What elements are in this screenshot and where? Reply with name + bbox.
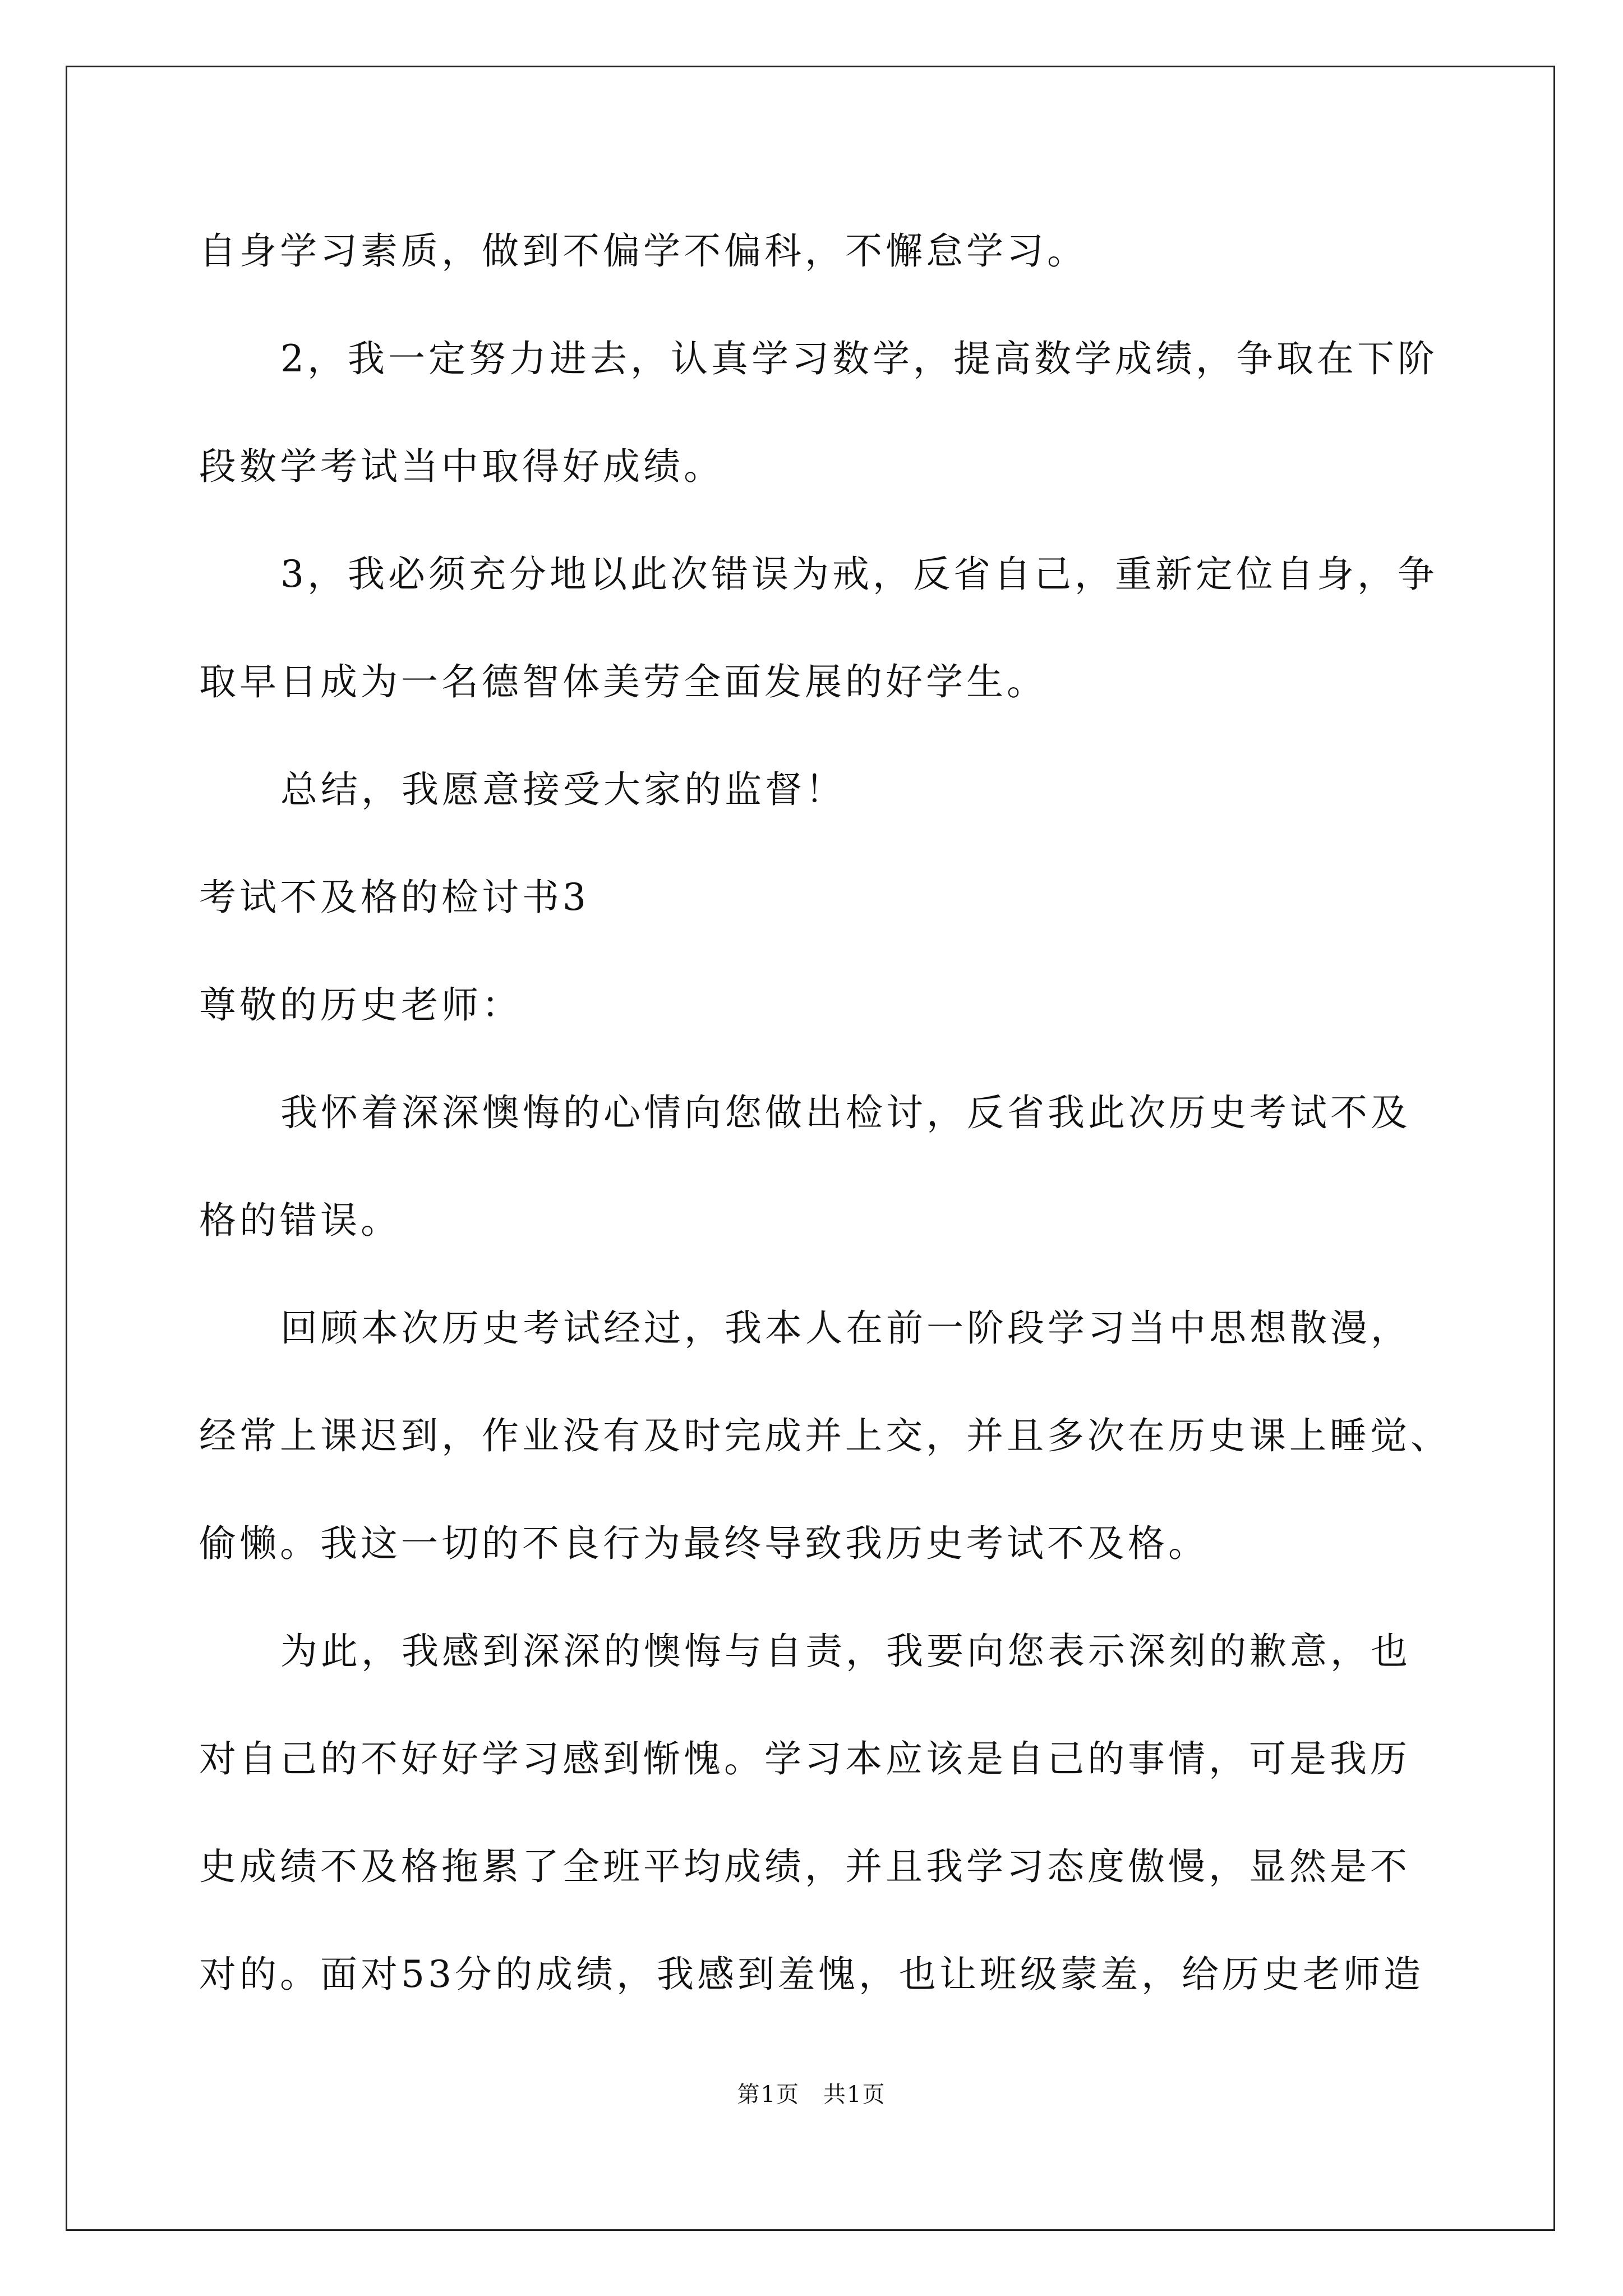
page-footer: 第1页 共1页 <box>737 2082 886 2108</box>
text-line: 对的。面对53分的成绩，我感到羞愧，也让班级蒙羞，给历史老师造 <box>199 1953 1424 1996</box>
text-line: 偷懒。我这一切的不良行为最终导致我历史考试不及格。 <box>199 1522 1209 1565</box>
text-line: 取早日成为一名德智体美劳全面发展的好学生。 <box>199 660 1047 703</box>
text-line: 我怀着深深懊悔的心情向您做出检讨，反省我此次历史考试不及 <box>280 1091 1411 1134</box>
page-border <box>66 66 1555 2231</box>
text-line: 对自己的不好好学习感到惭愧。学习本应该是自己的事情，可是我历 <box>199 1737 1410 1780</box>
text-line: 回顾本次历史考试经过，我本人在前一阶段学习当中思想散漫， <box>280 1306 1411 1350</box>
salutation: 尊敬的历史老师： <box>199 983 522 1027</box>
section-title: 考试不及格的检讨书3 <box>199 876 589 919</box>
text-line: 3，我必须充分地以此次错误为戒，反省自己，重新定位自身，争 <box>280 553 1438 596</box>
text-line: 总结，我愿意接受大家的监督！ <box>280 768 846 811</box>
text-line: 段数学考试当中取得好成绩。 <box>199 445 724 488</box>
text-line: 格的错误。 <box>199 1199 401 1242</box>
text-line: 为此，我感到深深的懊悔与自责，我要向您表示深刻的歉意，也 <box>280 1630 1411 1673</box>
text-line: 自身学习素质，做到不偏学不偏科，不懈怠学习。 <box>199 229 1087 273</box>
text-line: 2，我一定努力进去，认真学习数学，提高数学成绩，争取在下阶 <box>280 337 1438 380</box>
text-line: 史成绩不及格拖累了全班平均成绩，并且我学习态度傲慢，显然是不 <box>199 1845 1410 1888</box>
text-line: 经常上课迟到，作业没有及时完成并上交，并且多次在历史课上睡觉、 <box>199 1414 1451 1457</box>
